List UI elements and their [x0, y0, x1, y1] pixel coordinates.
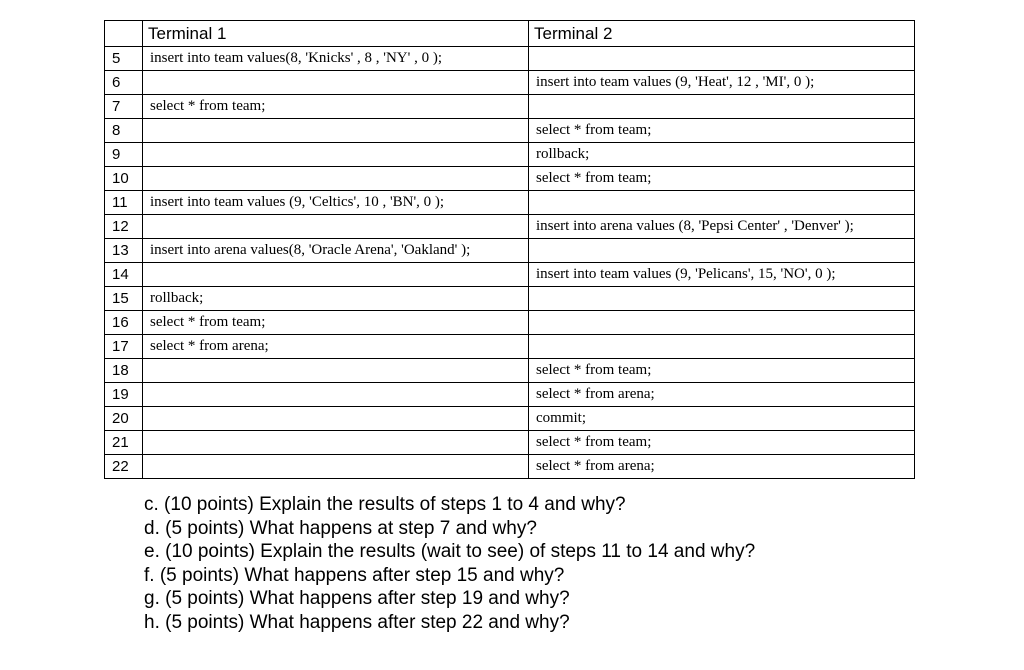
table-row — [105, 455, 915, 479]
table-row — [105, 287, 915, 311]
terminal-1-header: Terminal 1 — [143, 21, 529, 47]
terminal-1-command: insert into team values(8, 'Knicks' , 8 , 'NY' , 0 ); — [143, 47, 529, 71]
terminal-2-command — [529, 239, 915, 263]
step-number: 11 — [105, 191, 143, 215]
step-number: 18 — [105, 359, 143, 383]
terminal-2-command: insert into arena values (8, 'Pepsi Center' , 'Denver' ); — [529, 215, 915, 239]
question-item: f. (5 points) What happens after step 15 and why? — [144, 564, 565, 586]
step-number: 10 — [105, 167, 143, 191]
terminal-1-command: insert into arena values(8, 'Oracle Arena', 'Oakland' ); — [143, 239, 529, 263]
terminal-1-command — [143, 263, 529, 287]
terminal-2-command — [529, 311, 915, 335]
terminal-1-command — [143, 71, 529, 95]
terminal-1-command: insert into team values (9, 'Celtics', 10 , 'BN', 0 ); — [143, 191, 529, 215]
table-row — [105, 239, 915, 263]
step-number: 15 — [105, 287, 143, 311]
step-number: 17 — [105, 335, 143, 359]
table-row — [105, 191, 915, 215]
terminal-1-command — [143, 167, 529, 191]
terminal-2-command: select * from team; — [529, 119, 915, 143]
terminal-1-command — [143, 455, 529, 479]
terminal-2-command: rollback; — [529, 143, 915, 167]
terminal-2-command — [529, 191, 915, 215]
terminal-1-command: select * from arena; — [143, 335, 529, 359]
question-item: g. (5 points) What happens after step 19 and why? — [144, 588, 570, 609]
terminal-2-header: Terminal 2 — [529, 21, 915, 47]
table-row — [105, 167, 915, 191]
terminal-1-command — [143, 407, 529, 431]
terminal-1-command: select * from team; — [143, 95, 529, 119]
terminal-2-command — [529, 287, 915, 311]
terminal-2-command: select * from team; — [529, 359, 915, 383]
terminal-2-command — [529, 95, 915, 119]
table-row — [105, 359, 915, 383]
question-item: e. (10 points) Explain the results (wait to see) of steps 11 to 14 and why? — [144, 541, 756, 562]
terminal-1-command: select * from team; — [143, 311, 529, 335]
step-number: 19 — [105, 383, 143, 407]
step-number: 20 — [105, 407, 143, 431]
step-number: 8 — [105, 119, 143, 143]
terminal-2-command: insert into team values (9, 'Heat', 12 , 'MI', 0 ); — [529, 71, 915, 95]
table-row — [105, 143, 915, 167]
table-row — [105, 431, 915, 455]
table-header-row — [105, 21, 915, 47]
table-row — [105, 263, 915, 287]
transaction-schedule-table — [104, 20, 915, 479]
table-row — [105, 215, 915, 239]
step-number: 13 — [105, 239, 143, 263]
terminal-2-command: insert into team values (9, 'Pelicans', 15, 'NO', 0 ); — [529, 263, 915, 287]
terminal-1-command — [143, 119, 529, 143]
table-row — [105, 95, 915, 119]
table-row — [105, 383, 915, 407]
step-number: 9 — [105, 143, 143, 167]
terminal-1-command — [143, 215, 529, 239]
step-column-header — [105, 21, 143, 47]
terminal-1-command — [143, 359, 529, 383]
terminal-2-command — [529, 335, 915, 359]
terminal-2-command — [529, 47, 915, 71]
terminal-1-command — [143, 143, 529, 167]
terminal-2-command: select * from arena; — [529, 383, 915, 407]
table-row — [105, 47, 915, 71]
step-number: 16 — [105, 311, 143, 335]
question-list — [144, 493, 755, 634]
step-number: 22 — [105, 455, 143, 479]
table-row — [105, 407, 915, 431]
terminal-2-command: select * from arena; — [529, 455, 915, 479]
question-item: h. (5 points) What happens after step 22 and why? — [144, 611, 570, 633]
table-row — [105, 311, 915, 335]
table-row — [105, 335, 915, 359]
step-number: 21 — [105, 431, 143, 455]
step-number: 12 — [105, 215, 143, 239]
step-number: 7 — [105, 95, 143, 119]
question-item: c. (10 points) Explain the results of steps 1 to 4 and why? — [144, 494, 626, 515]
step-number: 14 — [105, 263, 143, 287]
terminal-1-command — [143, 383, 529, 407]
terminal-1-command — [143, 431, 529, 455]
table-row — [105, 119, 915, 143]
terminal-2-command: select * from team; — [529, 431, 915, 455]
table-row — [105, 71, 915, 95]
question-item: d. (5 points) What happens at step 7 and why? — [144, 517, 537, 539]
step-number: 5 — [105, 47, 143, 71]
step-number: 6 — [105, 71, 143, 95]
terminal-2-command: select * from team; — [529, 167, 915, 191]
terminal-2-command: commit; — [529, 407, 915, 431]
terminal-1-command: rollback; — [143, 287, 529, 311]
